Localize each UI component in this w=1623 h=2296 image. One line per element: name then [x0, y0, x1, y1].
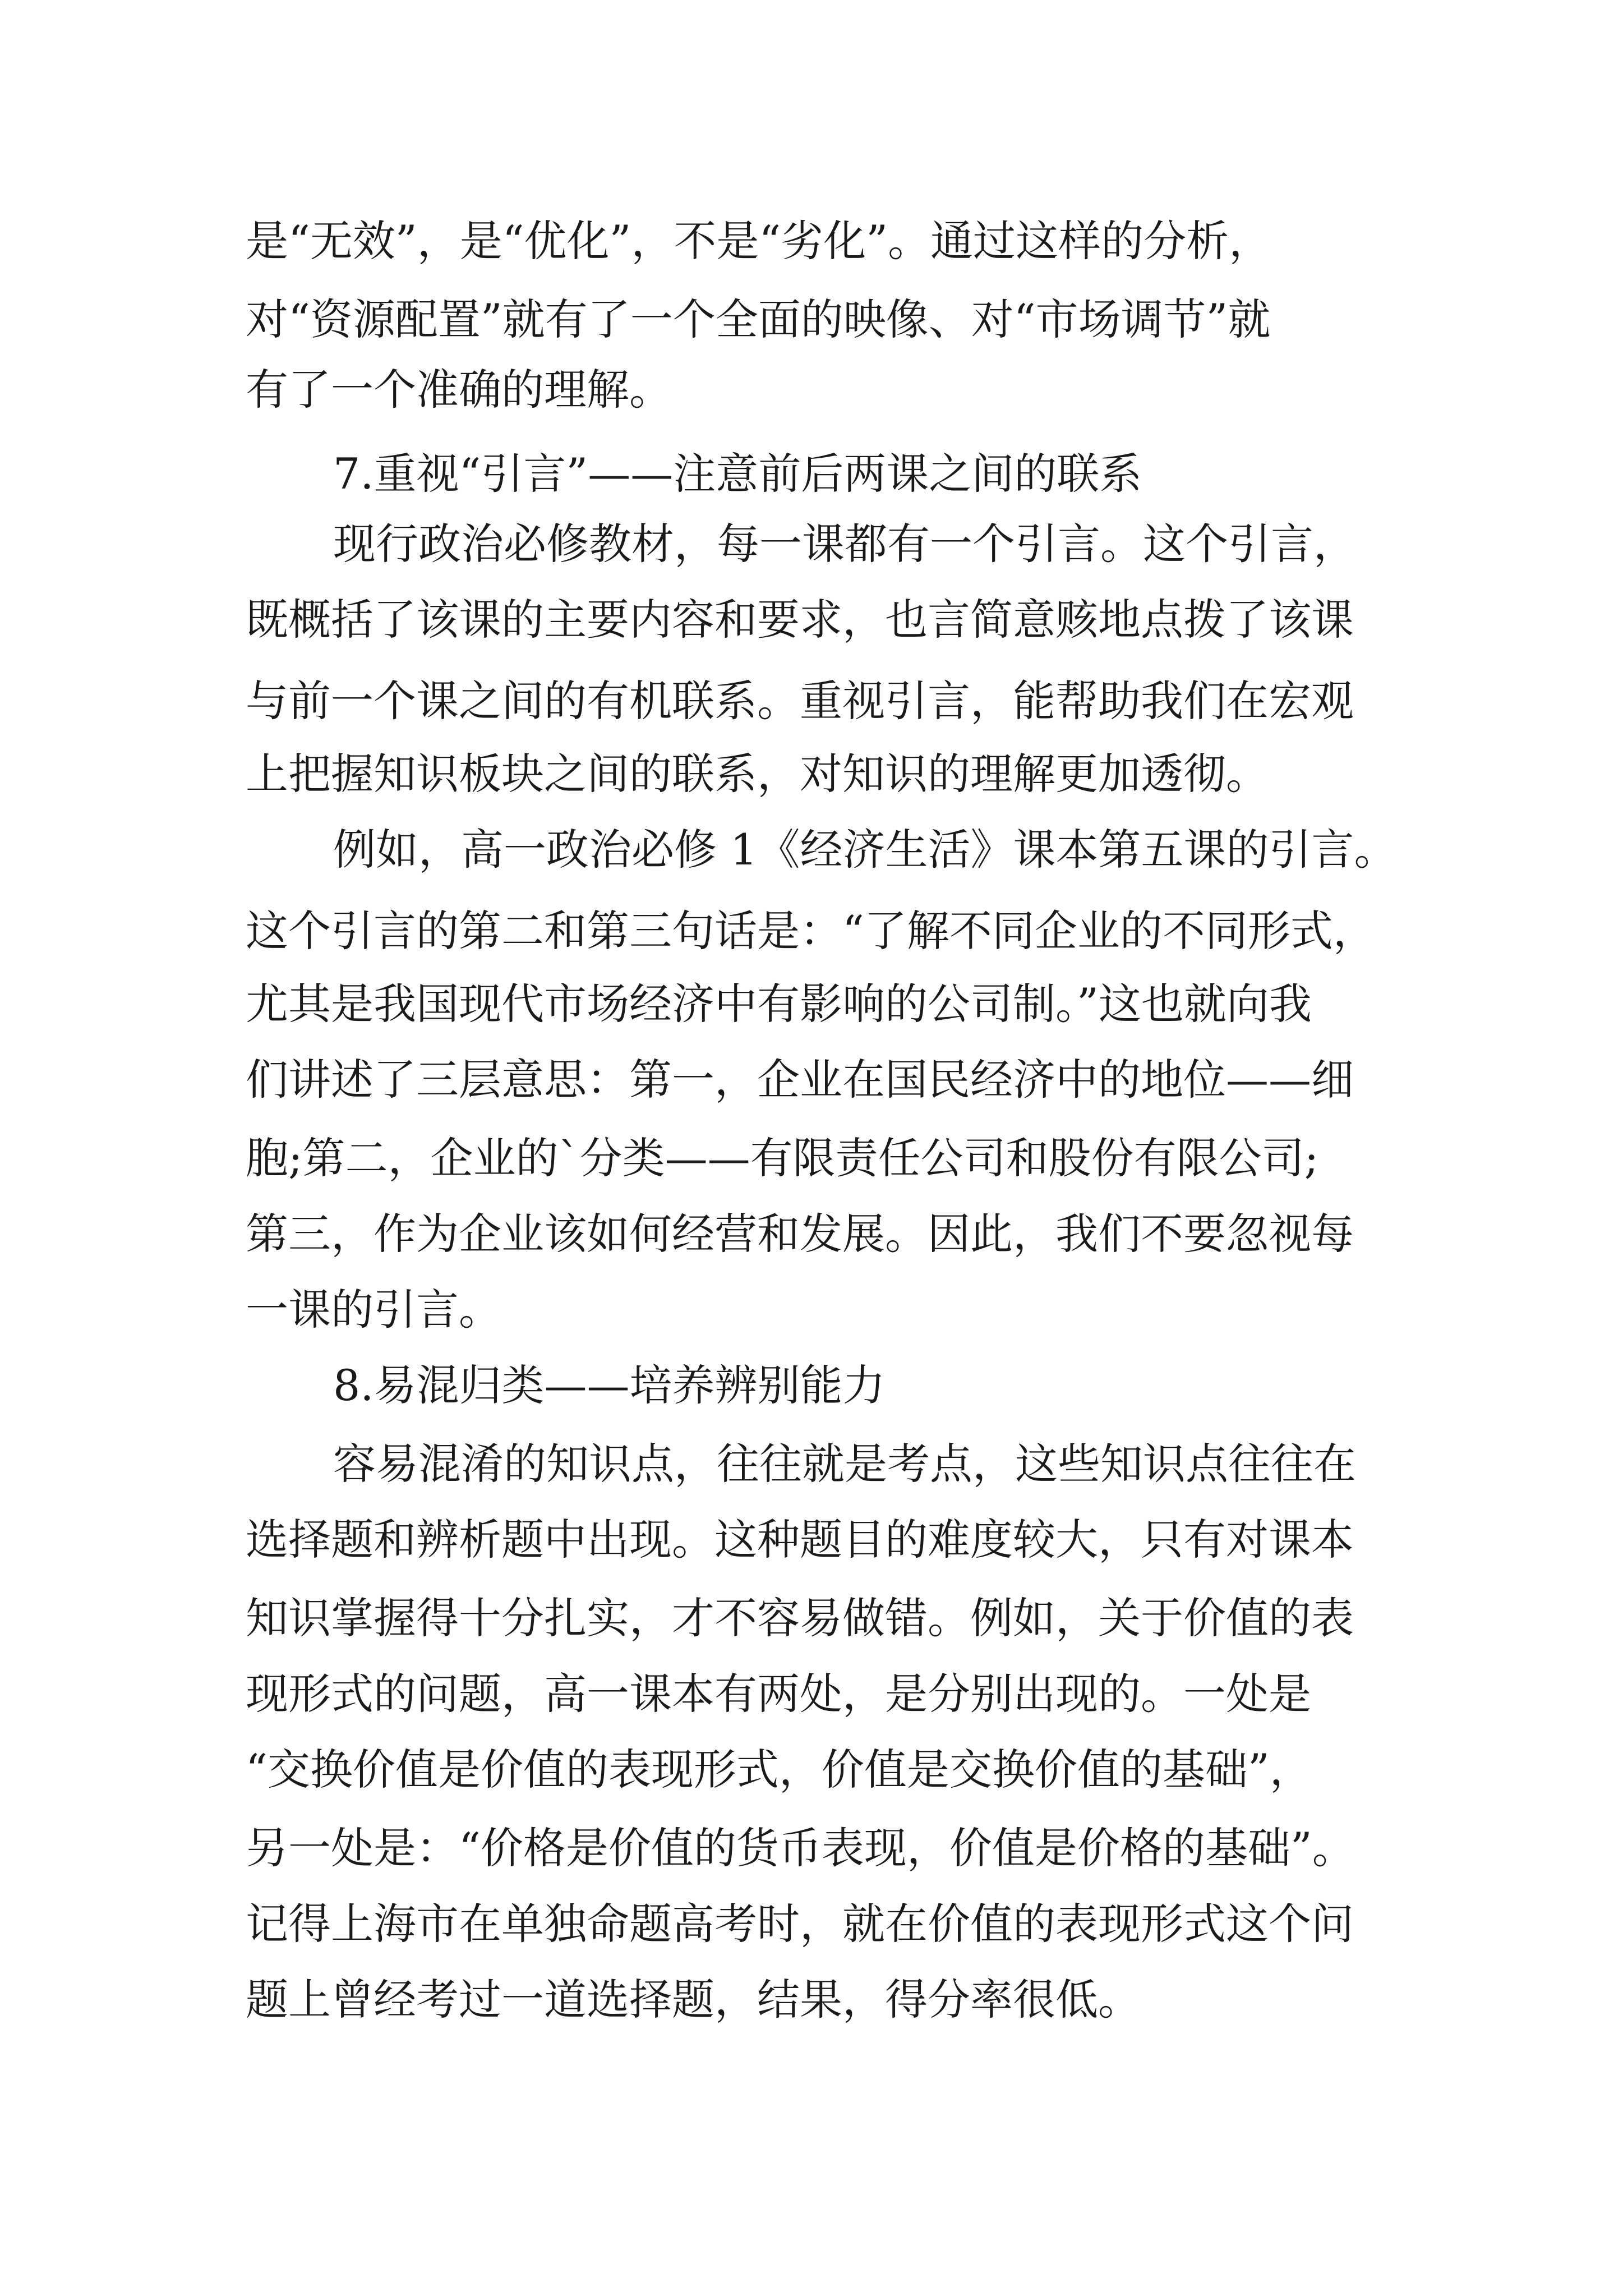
text-line: 有了一个准确的理解。: [246, 365, 672, 415]
text-line: 例如，高一政治必修 1《经济生活》课本第五课的引言。: [333, 825, 1397, 875]
section-heading: 8.易混归类——培养辨别能力: [333, 1360, 886, 1410]
text-line: 们讲述了三层意思：第一，企业在国民经济中的地位——细: [246, 1055, 1354, 1105]
text-line: 题上曾经考过一道选择题，结果，得分率很低。: [246, 1975, 1141, 2024]
text-line: 选择题和辨析题中出现。这种题目的难度较大，只有对课本: [246, 1515, 1354, 1565]
section-heading: 7.重视“引言”——注意前后两课之间的联系: [333, 449, 1142, 499]
text-line: 第三，作为企业该如何经营和发展。因此，我们不要忽视每: [246, 1209, 1354, 1259]
text-line: 这个引言的第二和第三句话是：“了解不同企业的不同形式，: [246, 906, 1376, 956]
text-line: 现行政治必修教材，每一课都有一个引言。这个引言，: [333, 519, 1356, 569]
text-line: 胞;第二，企业的`分类——有限责任公司和股份有限公司;: [246, 1133, 1319, 1183]
text-line: 知识掌握得十分扎实，才不容易做错。例如，关于价值的表: [246, 1593, 1354, 1643]
text-line: “交换价值是价值的表现形式，价值是交换价值的基础”，: [246, 1745, 1312, 1795]
text-line: 是“无效”，是“优化”，不是“劣化”。通过这样的分析，: [246, 216, 1272, 266]
text-line: 对“资源配置”就有了一个全面的映像、对“市场调节”就: [246, 295, 1271, 344]
text-line: 另一处是：“价格是价值的货币表现，价值是价格的基础”。: [246, 1823, 1355, 1873]
text-line: 记得上海市在单独命题高考时，就在价值的表现形式这个问: [246, 1899, 1354, 1949]
text-line: 一课的引言。: [246, 1285, 501, 1335]
text-line: 容易混淆的知识点，往往就是考点，这些知识点往往在: [333, 1439, 1356, 1489]
text-line: 上把握知识板块之间的联系，对知识的理解更加透彻。: [246, 749, 1269, 799]
text-line: 现形式的问题，高一课本有两处，是分别出现的。一处是: [246, 1669, 1311, 1719]
text-line: 与前一个课之间的有机联系。重视引言，能帮助我们在宏观: [246, 676, 1354, 726]
text-line: 既概括了该课的主要内容和要求，也言简意赅地点拨了该课: [246, 595, 1354, 645]
text-line: 尤其是我国现代市场经济中有影响的公司制。”这也就向我: [246, 979, 1312, 1029]
